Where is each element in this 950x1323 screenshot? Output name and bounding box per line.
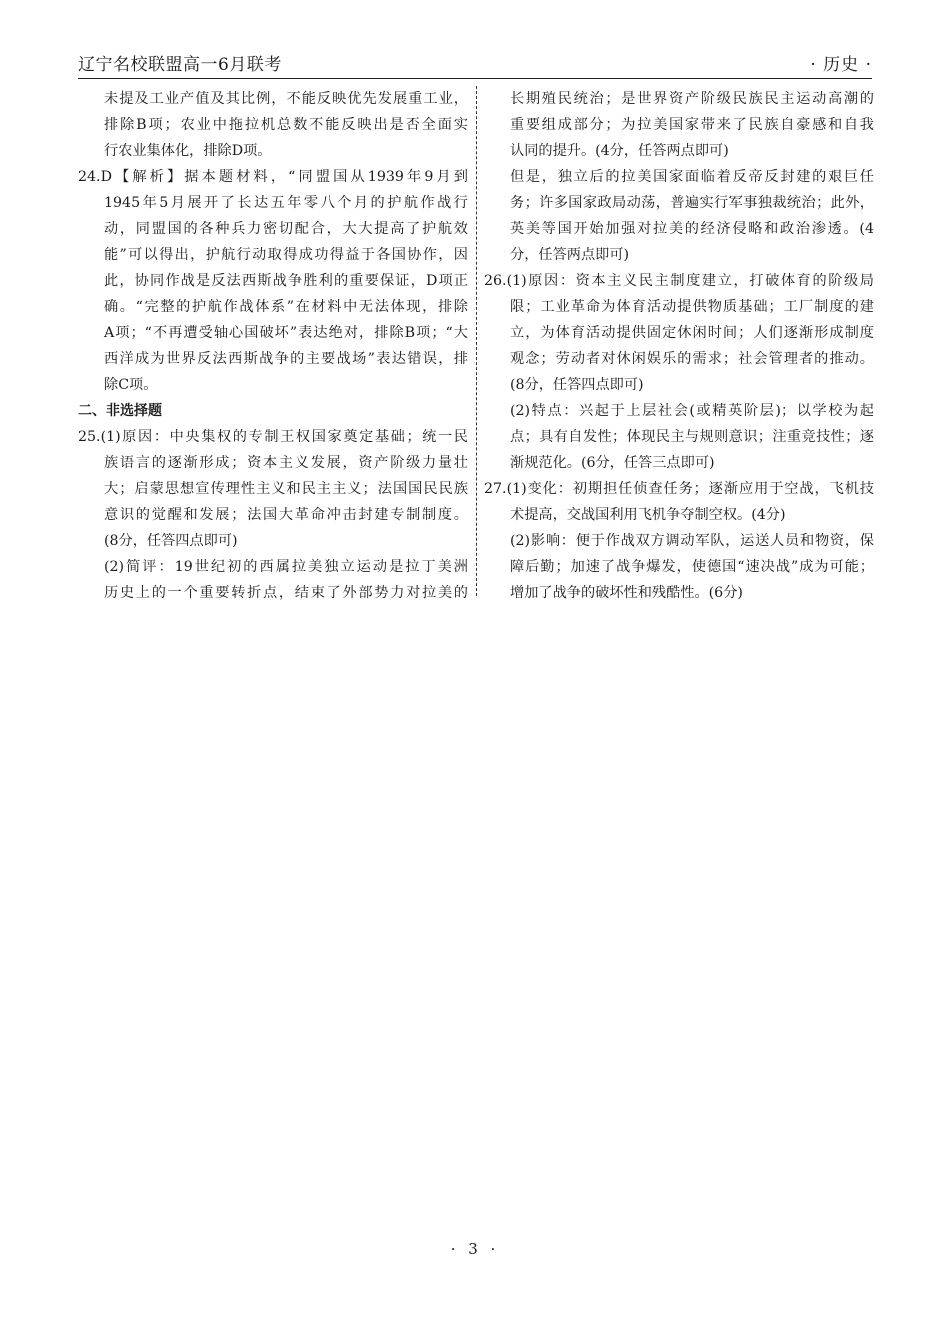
text-line: 务；许多国家政局动荡，普遍实行军事独裁统治；此外，	[510, 195, 874, 211]
left-text-column	[78, 86, 468, 606]
text-line: 25.(1)原因：中央集权的专制王权国家奠定基础；统一民	[78, 429, 468, 445]
text-line: 除C项。	[104, 377, 158, 393]
subject-label: · 历史 ·	[810, 55, 872, 75]
text-line: 立，为体育活动提供固定休闲时间；人们逐渐形成制度	[510, 325, 874, 341]
text-line: 历史上的一个重要转折点，结束了外部势力对拉美的	[104, 585, 468, 601]
page-number: · 3 ·	[450, 1240, 500, 1258]
text-line: 24.D【解析】据本题材料，“同盟国从1939年9月到	[78, 169, 468, 185]
column-divider	[476, 86, 477, 596]
text-line: 英美等国开始加强对拉美的经济侵略和政治渗透。(4	[510, 221, 874, 237]
text-line: 认同的提升。(4分，任答两点即可)	[510, 143, 729, 159]
text-line: 能”可以得出，护航行动取得成功得益于各国协作，因	[104, 247, 468, 263]
text-line: 行农业集体化，排除D项。	[104, 143, 272, 159]
text-line: 未提及工业产值及其比例，不能反映优先发展重工业，	[104, 91, 468, 107]
text-line: 26.(1)原因：资本主义民主制度建立，打破体育的阶级局	[484, 273, 874, 289]
text-line: 此，协同作战是反法西斯战争胜利的重要保证，D项正	[104, 273, 468, 289]
text-line: 大；启蒙思想宣传理性主义和民主主义；法国国民民族	[104, 481, 468, 497]
text-line: 排除B项；农业中拖拉机总数不能反映出是否全面实	[104, 117, 468, 133]
section-heading: 二、非选择题	[78, 403, 162, 419]
text-line: 观念；劳动者对休闲娱乐的需求；社会管理者的推动。	[510, 351, 874, 367]
text-line: 点；具有自发性；体现民主与规则意识；注重竞技性；逐	[510, 429, 874, 445]
text-line: 1945年5月展开了长达五年零八个月的护航作战行	[104, 195, 468, 211]
text-line: 渐规范化。(6分，任答三点即可)	[510, 455, 715, 471]
text-line: (8分，任答四点即可)	[104, 533, 238, 549]
text-line: 但是，独立后的拉美国家面临着反帝反封建的艰巨任	[510, 169, 874, 185]
text-line: (2)简评：19世纪初的西属拉美独立运动是拉丁美洲	[104, 559, 468, 575]
text-line: 障后勤；加速了战争爆发，使德国“速决战”成为可能；	[510, 559, 874, 575]
text-line: 重要组成部分；为拉美国家带来了民族自豪感和自我	[510, 117, 874, 133]
text-line: 27.(1)变化：初期担任侦查任务；逐渐应用于空战，飞机技	[484, 481, 874, 497]
text-line: 限；工业革命为体育活动提供物质基础；工厂制度的建	[510, 299, 874, 315]
text-line: 确。“完整的护航作战体系”在材料中无法体现，排除	[104, 299, 468, 315]
text-line: (8分，任答四点即可)	[510, 377, 644, 393]
right-text-column	[484, 86, 874, 606]
text-line: 意识的觉醒和发展；法国大革命冲击封建专制制度。	[104, 507, 468, 523]
text-line: (2)特点：兴起于上层社会(或精英阶层)；以学校为起	[510, 403, 874, 419]
page-header	[78, 52, 872, 79]
text-line: A项；“不再遭受轴心国破坏”表达绝对，排除B项；“大	[104, 325, 468, 341]
exam-title: 辽宁名校联盟高一6月联考	[78, 55, 282, 75]
text-line: 西洋成为世界反法西斯战争的主要战场”表达错误，排	[104, 351, 468, 367]
text-line: 增加了战争的破坏性和残酷性。(6分)	[510, 585, 743, 601]
text-line: (2)影响：便于作战双方调动军队，运送人员和物资，保	[510, 533, 874, 549]
text-line: 分，任答两点即可)	[510, 247, 630, 263]
text-line: 术提高，交战国利用飞机争夺制空权。(4分)	[510, 507, 786, 523]
text-line: 长期殖民统治；是世界资产阶级民族民主运动高潮的	[510, 91, 874, 107]
text-line: 动，同盟国的各种兵力密切配合，大大提高了护航效	[104, 221, 468, 237]
text-line: 族语言的逐渐形成；资本主义发展，资产阶级力量壮	[104, 455, 468, 471]
